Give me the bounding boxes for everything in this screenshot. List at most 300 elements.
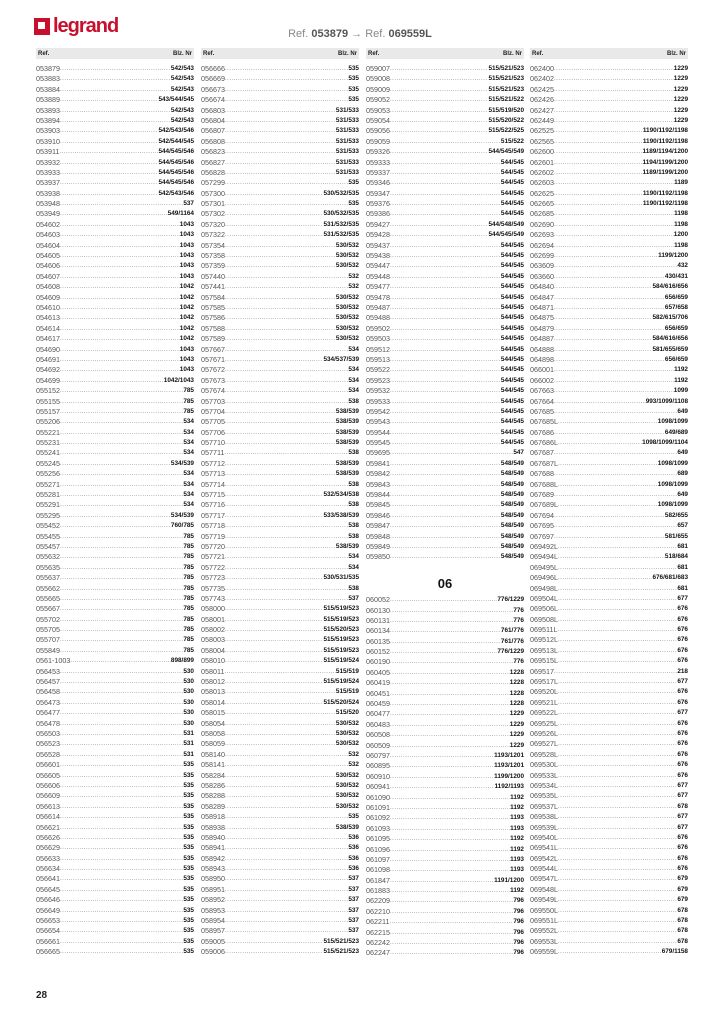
leader-dots [390, 438, 501, 448]
ref-number: 062400 [530, 64, 554, 73]
page-ref: 649 [677, 491, 688, 499]
leader-dots [390, 521, 501, 531]
leader-dots [390, 282, 501, 292]
leader-dots [390, 345, 501, 355]
leader-dots [558, 708, 677, 718]
page-ref: 1199/1200 [658, 252, 688, 260]
index-row [36, 428, 194, 438]
index-column-2 [201, 48, 359, 958]
index-row [530, 511, 688, 521]
index-row [366, 199, 524, 209]
index-row [530, 85, 688, 95]
leader-dots [225, 833, 348, 843]
page-ref: 548/549 [500, 480, 524, 488]
ref-number: 062215 [366, 927, 390, 937]
leader-dots [554, 158, 643, 168]
ref-number: 056605 [36, 770, 60, 780]
page-ref: 530/532/535 [323, 210, 359, 218]
leader-dots [390, 251, 501, 261]
ref-number: 064840 [530, 282, 554, 292]
leader-dots [390, 782, 495, 792]
page-ref: 535 [183, 844, 194, 852]
ref-number: 056629 [36, 843, 60, 853]
index-row [366, 417, 524, 427]
page-ref: 543/544/545 [158, 96, 194, 104]
ref-number: 053894 [36, 115, 60, 125]
leader-dots [60, 376, 164, 386]
index-row [201, 511, 359, 521]
index-row [36, 386, 194, 396]
page-ref: 530 [183, 709, 194, 717]
leader-dots [225, 469, 336, 479]
page-ref: 536 [348, 854, 359, 862]
page-ref: 515/521/523 [488, 75, 524, 83]
leader-dots [390, 158, 501, 168]
leader-dots [558, 594, 677, 604]
leader-dots [390, 490, 501, 500]
page-ref: 515/520/523 [323, 626, 359, 634]
page-ref: 531 [183, 750, 194, 758]
leader-dots [558, 729, 677, 739]
index-row [201, 168, 359, 178]
leader-dots [60, 397, 183, 407]
ref-number: 057440 [201, 271, 225, 281]
ref-number: 059007 [366, 64, 390, 73]
ref-number: 053932 [36, 157, 60, 167]
ref-number: 056827 [201, 157, 225, 167]
leader-dots [60, 916, 183, 926]
index-row [201, 334, 359, 344]
ref-number: 057584 [201, 292, 225, 302]
column-rows [366, 64, 524, 959]
ref-number: 054610 [36, 302, 60, 312]
ref-number: 060190 [366, 657, 390, 667]
page-ref: 548/549 [500, 532, 524, 540]
page-ref: 535 [183, 937, 194, 945]
leader-dots [225, 708, 336, 718]
index-row [36, 729, 194, 739]
page-ref: 676 [677, 615, 688, 623]
ref-number: 055241 [36, 448, 60, 458]
leader-dots [225, 407, 336, 417]
index-row [201, 926, 359, 936]
page-ref: 1190/1192/1198 [642, 200, 688, 208]
leader-dots [390, 293, 501, 303]
index-row [366, 678, 524, 688]
page-ref: 649 [677, 407, 688, 415]
index-row [201, 916, 359, 926]
page-ref: 538/539 [335, 439, 359, 447]
index-row [366, 938, 524, 948]
page-ref: 676 [677, 698, 688, 706]
leader-dots [558, 635, 677, 645]
ref-number: 053893 [36, 105, 60, 115]
leader-dots [390, 741, 510, 751]
index-row [530, 355, 688, 365]
ref-number: 059346 [366, 178, 390, 188]
index-row [530, 199, 688, 209]
leader-dots [554, 303, 665, 313]
page-ref: 1193/1201 [494, 752, 524, 759]
index-row [366, 532, 524, 542]
ref-number: 053884 [36, 84, 60, 94]
page-ref: 536 [348, 833, 359, 841]
ref-number: 053933 [36, 167, 60, 177]
ref-number: 069550L [530, 905, 558, 915]
index-row [36, 397, 194, 407]
index-row [530, 376, 688, 386]
index-row [36, 209, 194, 219]
ref-number: 069512L [530, 635, 558, 645]
index-row [530, 428, 688, 438]
page-ref: 677 [677, 678, 688, 686]
ref-number: 059512 [366, 344, 390, 354]
ref-number: 060405 [366, 667, 390, 677]
leader-dots [60, 251, 180, 261]
leader-dots [225, 386, 348, 396]
ref-number: 055271 [36, 479, 60, 489]
page-ref: 535 [183, 792, 194, 800]
leader-dots [554, 313, 652, 323]
leader-dots [60, 687, 183, 697]
leader-dots [558, 677, 677, 687]
leader-dots [554, 137, 643, 147]
index-row [366, 386, 524, 396]
ref-number: 053949 [36, 209, 60, 219]
ref-number: 055665 [36, 593, 60, 603]
page-ref: 515/522 [500, 137, 524, 145]
column-header [201, 48, 359, 59]
index-row [201, 116, 359, 126]
page-ref: 530 [183, 688, 194, 696]
index-row [36, 220, 194, 230]
ref-number: 054613 [36, 313, 60, 323]
ref-number: 059009 [366, 84, 390, 94]
page-number: 28 [36, 990, 48, 1001]
column-rows [530, 64, 688, 958]
ref-number: 058286 [201, 780, 225, 790]
page-ref: 676 [677, 657, 688, 665]
leader-dots [558, 750, 677, 760]
page-ref: 785 [183, 532, 194, 540]
leader-dots [390, 626, 501, 636]
ref-number: 056674 [201, 95, 225, 105]
index-row [201, 189, 359, 199]
page-ref: 676 [677, 833, 688, 841]
ref-number: 069533L [530, 770, 558, 780]
ref-number: 058943 [201, 864, 225, 874]
leader-dots [60, 552, 183, 562]
leader-dots [390, 793, 510, 803]
page-ref: 530/532/535 [323, 189, 359, 197]
page-ref: 535 [348, 65, 359, 72]
ref-number: 062449 [530, 115, 554, 125]
leader-dots [225, 313, 336, 323]
leader-dots [390, 845, 510, 855]
index-row [201, 209, 359, 219]
ref-number: 058953 [201, 905, 225, 915]
index-row [201, 376, 359, 386]
leader-dots [225, 85, 348, 95]
ref-number: 056523 [36, 739, 60, 749]
leader-dots [225, 355, 323, 365]
leader-dots [558, 646, 677, 656]
page-ref: 1228 [509, 668, 524, 676]
index-row [366, 448, 524, 458]
index-row [36, 532, 194, 542]
leader-dots [225, 241, 336, 251]
index-row [36, 365, 194, 375]
index-row [36, 947, 194, 957]
index-row [366, 595, 524, 605]
leader-dots [554, 220, 674, 230]
page-ref: 515/522/525 [488, 127, 524, 135]
page-ref: 530 [183, 719, 194, 727]
page-ref: 530 [183, 667, 194, 675]
section-heading: 06 [437, 576, 453, 592]
page-ref: 544/545 [500, 168, 524, 176]
page-ref: 544/545 [500, 335, 524, 343]
index-row [530, 812, 688, 822]
page-ref: 544/545 [500, 200, 524, 208]
index-row [366, 876, 524, 886]
index-column-1 [36, 48, 194, 958]
index-row [36, 469, 194, 479]
leader-dots [225, 95, 348, 105]
page-ref: 1189/1194/1200 [642, 148, 688, 156]
leader-dots [225, 895, 348, 905]
index-row [530, 251, 688, 261]
ref-number: 054604 [36, 240, 60, 250]
leader-dots [554, 189, 643, 199]
leader-dots [225, 64, 348, 74]
page-ref: 785 [183, 636, 194, 644]
leader-dots [225, 646, 323, 656]
index-row [530, 947, 688, 957]
index-row [530, 313, 688, 323]
ref-number: 069515L [530, 656, 558, 666]
page-ref: 515/519/524 [323, 678, 359, 686]
page-ref: 678 [677, 927, 688, 935]
ref-number: 057301 [201, 199, 225, 209]
ref-number: 060508 [366, 730, 390, 740]
ref-number: 069559L [530, 947, 558, 957]
index-row [201, 635, 359, 645]
page-ref: 515/519/523 [323, 615, 359, 623]
page-ref: 676 [677, 750, 688, 758]
page-ref: 537 [348, 906, 359, 914]
index-row [201, 708, 359, 718]
page-ref: 544/545 [500, 428, 524, 436]
ref-number: 059532 [366, 386, 390, 396]
ref-number: 058284 [201, 770, 225, 780]
page-ref: 515/520/522 [488, 116, 524, 124]
index-row [366, 803, 524, 813]
index-row [530, 490, 688, 500]
index-row [366, 147, 524, 157]
index-row [366, 324, 524, 334]
leader-dots [225, 500, 348, 510]
index-row [530, 926, 688, 936]
ref-number: 069517 [530, 666, 554, 676]
ref-number: 057735 [201, 583, 225, 593]
page-ref: 1043 [179, 262, 194, 270]
leader-dots [225, 823, 336, 833]
index-row [530, 241, 688, 251]
ref-number: 058950 [201, 874, 225, 884]
ref-number: 053938 [36, 188, 60, 198]
leader-dots [60, 843, 183, 853]
ref-number: 059052 [366, 95, 390, 105]
index-row [201, 490, 359, 500]
index-row [201, 542, 359, 552]
index-row [36, 448, 194, 458]
page-ref: 1193 [510, 824, 524, 832]
ref-number: 062426 [530, 95, 554, 105]
page-ref: 681 [677, 584, 688, 592]
index-row [201, 584, 359, 594]
index-row [530, 906, 688, 916]
index-row [201, 85, 359, 95]
page-ref: 535 [183, 823, 194, 831]
page-ref: 656/659 [664, 324, 688, 332]
index-row [201, 833, 359, 843]
ref-number: 057743 [201, 593, 225, 603]
leader-dots [390, 689, 510, 699]
leader-dots [554, 209, 674, 219]
ref-number: 057705 [201, 417, 225, 427]
ref-number: 062665 [530, 199, 554, 209]
index-row [201, 407, 359, 417]
index-row [366, 345, 524, 355]
index-row [201, 563, 359, 573]
leader-dots [225, 345, 348, 355]
ref-number: 069549L [530, 895, 558, 905]
page-ref: 796 [513, 949, 524, 957]
leader-dots [390, 428, 501, 438]
leader-dots [390, 324, 501, 334]
index-row [366, 469, 524, 479]
page-ref: 535 [348, 96, 359, 104]
leader-dots [558, 438, 642, 448]
index-row [201, 573, 359, 583]
page-ref: 535 [183, 927, 194, 935]
index-row [366, 741, 524, 751]
leader-dots [390, 313, 501, 323]
index-row [201, 750, 359, 760]
page-ref: 681 [677, 563, 688, 571]
index-row [530, 158, 688, 168]
index-row [366, 845, 524, 855]
ref-number: 069530L [530, 760, 558, 770]
leader-dots [558, 874, 677, 884]
index-row [366, 251, 524, 261]
leader-dots [558, 781, 677, 791]
index-row [36, 272, 194, 282]
page-ref: 531/533 [335, 137, 359, 145]
ref-number: 055152 [36, 386, 60, 396]
index-row [36, 687, 194, 697]
page-ref: 544/545 [500, 314, 524, 322]
index-row [366, 106, 524, 116]
leader-dots [60, 698, 183, 708]
index-row [530, 843, 688, 853]
ref-number: 069494L [530, 552, 558, 562]
index-row [366, 886, 524, 896]
index-row [36, 604, 194, 614]
page-ref: 548/549 [500, 511, 524, 519]
ref-number: 058014 [201, 697, 225, 707]
leader-dots [60, 241, 180, 251]
ref-number: 054692 [36, 365, 60, 375]
leader-dots [390, 106, 488, 116]
page-ref: 760/785 [170, 522, 194, 530]
index-row [366, 647, 524, 657]
index-row [366, 751, 524, 761]
ref-number: 061093 [366, 823, 390, 833]
page-ref: 538 [348, 584, 359, 592]
ref-number: 055632 [36, 552, 60, 562]
leader-dots [60, 334, 180, 344]
leader-dots [390, 824, 510, 834]
leader-dots [558, 843, 677, 853]
page-ref: 534 [183, 470, 194, 478]
index-row [366, 397, 524, 407]
index-row [201, 791, 359, 801]
page-ref: 537 [348, 896, 359, 904]
page-ref: 1228 [509, 700, 524, 708]
index-row [36, 833, 194, 843]
index-row [201, 345, 359, 355]
page-ref: 544/545 [500, 158, 524, 166]
ref-number: 056478 [36, 718, 60, 728]
page-ref: 676 [677, 730, 688, 737]
leader-dots [225, 937, 323, 947]
ref-number: 057359 [201, 261, 225, 271]
index-row [36, 656, 194, 666]
ref-header: Ref. [368, 50, 380, 57]
leader-dots [225, 220, 323, 230]
leader-dots [60, 947, 183, 957]
page-ref: 1098/1099 [657, 501, 688, 509]
ref-number: 057711 [201, 448, 225, 458]
page-ref: 676 [677, 605, 688, 613]
leader-dots [558, 823, 677, 833]
ref-number: 057673 [201, 375, 225, 385]
page-ref: 432 [677, 262, 688, 270]
leader-dots [60, 906, 183, 916]
page-ref: 535 [183, 875, 194, 883]
index-row [530, 916, 688, 926]
leader-dots [554, 168, 643, 178]
ref-number: 059428 [366, 230, 390, 240]
leader-dots [60, 74, 171, 84]
leader-dots [390, 417, 501, 427]
leader-dots [390, 595, 497, 605]
page-ref: 1194/1199/1200 [642, 158, 688, 166]
leader-dots [225, 771, 336, 781]
leader-dots [390, 199, 501, 209]
index-row [201, 365, 359, 375]
ref-number: 054608 [36, 282, 60, 292]
leader-dots [558, 687, 677, 697]
index-row [366, 896, 524, 906]
page-ref: 1229 [673, 75, 688, 83]
ref-number: 056634 [36, 864, 60, 874]
ref-number: 060419 [366, 678, 390, 688]
ref-number: 061090 [366, 792, 390, 802]
ref-number: 059447 [366, 261, 390, 271]
